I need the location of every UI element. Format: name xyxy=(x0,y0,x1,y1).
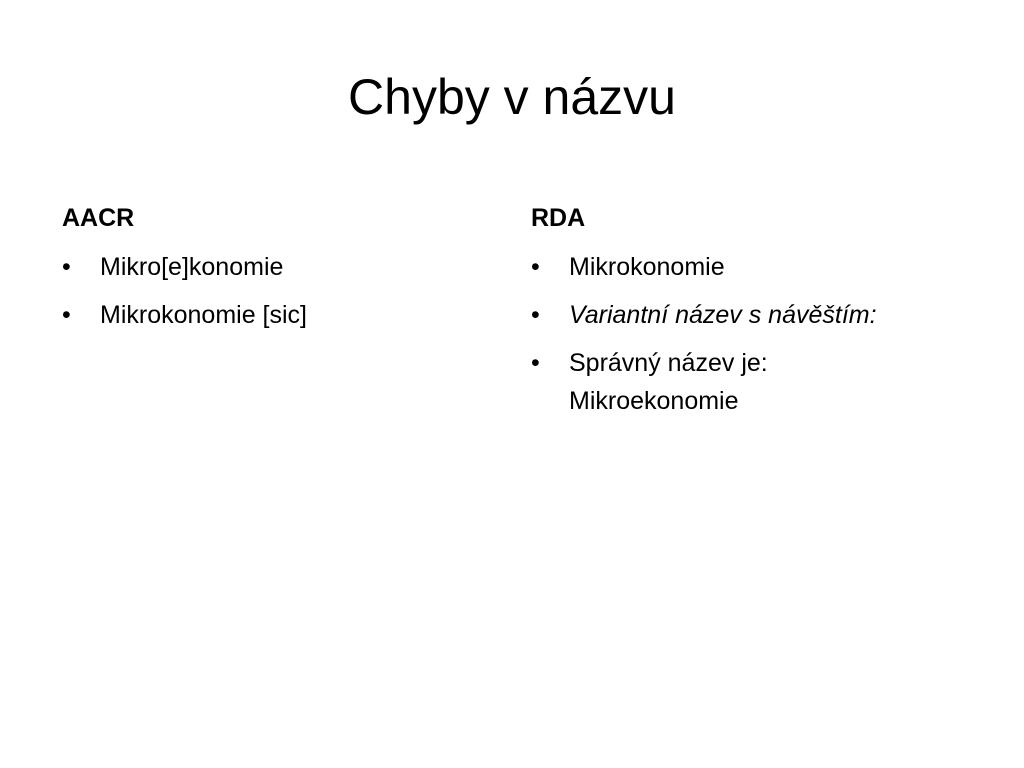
list-item xyxy=(62,248,482,286)
right-column xyxy=(531,198,951,430)
slide-title: Chyby v názvu xyxy=(348,69,676,125)
list-item-text: Variantní název s návěštím: xyxy=(569,301,877,329)
left-bullet-list xyxy=(62,248,482,334)
right-bullet-list xyxy=(531,248,951,420)
bullet-icon: • xyxy=(62,301,71,329)
list-item-text: Mikrokonomie [sic] xyxy=(100,301,307,329)
bullet-icon: • xyxy=(531,349,540,377)
list-item xyxy=(531,344,951,420)
list-item xyxy=(62,296,482,334)
right-column-heading: RDA xyxy=(531,204,586,232)
list-item-text-continued: Mikroekonomie xyxy=(569,387,739,415)
bullet-icon: • xyxy=(531,301,540,329)
left-column xyxy=(62,198,482,344)
list-item-text: Správný název je: xyxy=(569,349,768,377)
list-item-text: Mikrokonomie xyxy=(569,253,725,281)
list-item xyxy=(531,248,951,286)
left-column-heading: AACR xyxy=(62,204,135,232)
list-item-text: Mikro[e]konomie xyxy=(100,253,284,281)
bullet-icon: • xyxy=(531,253,540,281)
bullet-icon: • xyxy=(62,253,71,281)
list-item xyxy=(531,296,951,334)
